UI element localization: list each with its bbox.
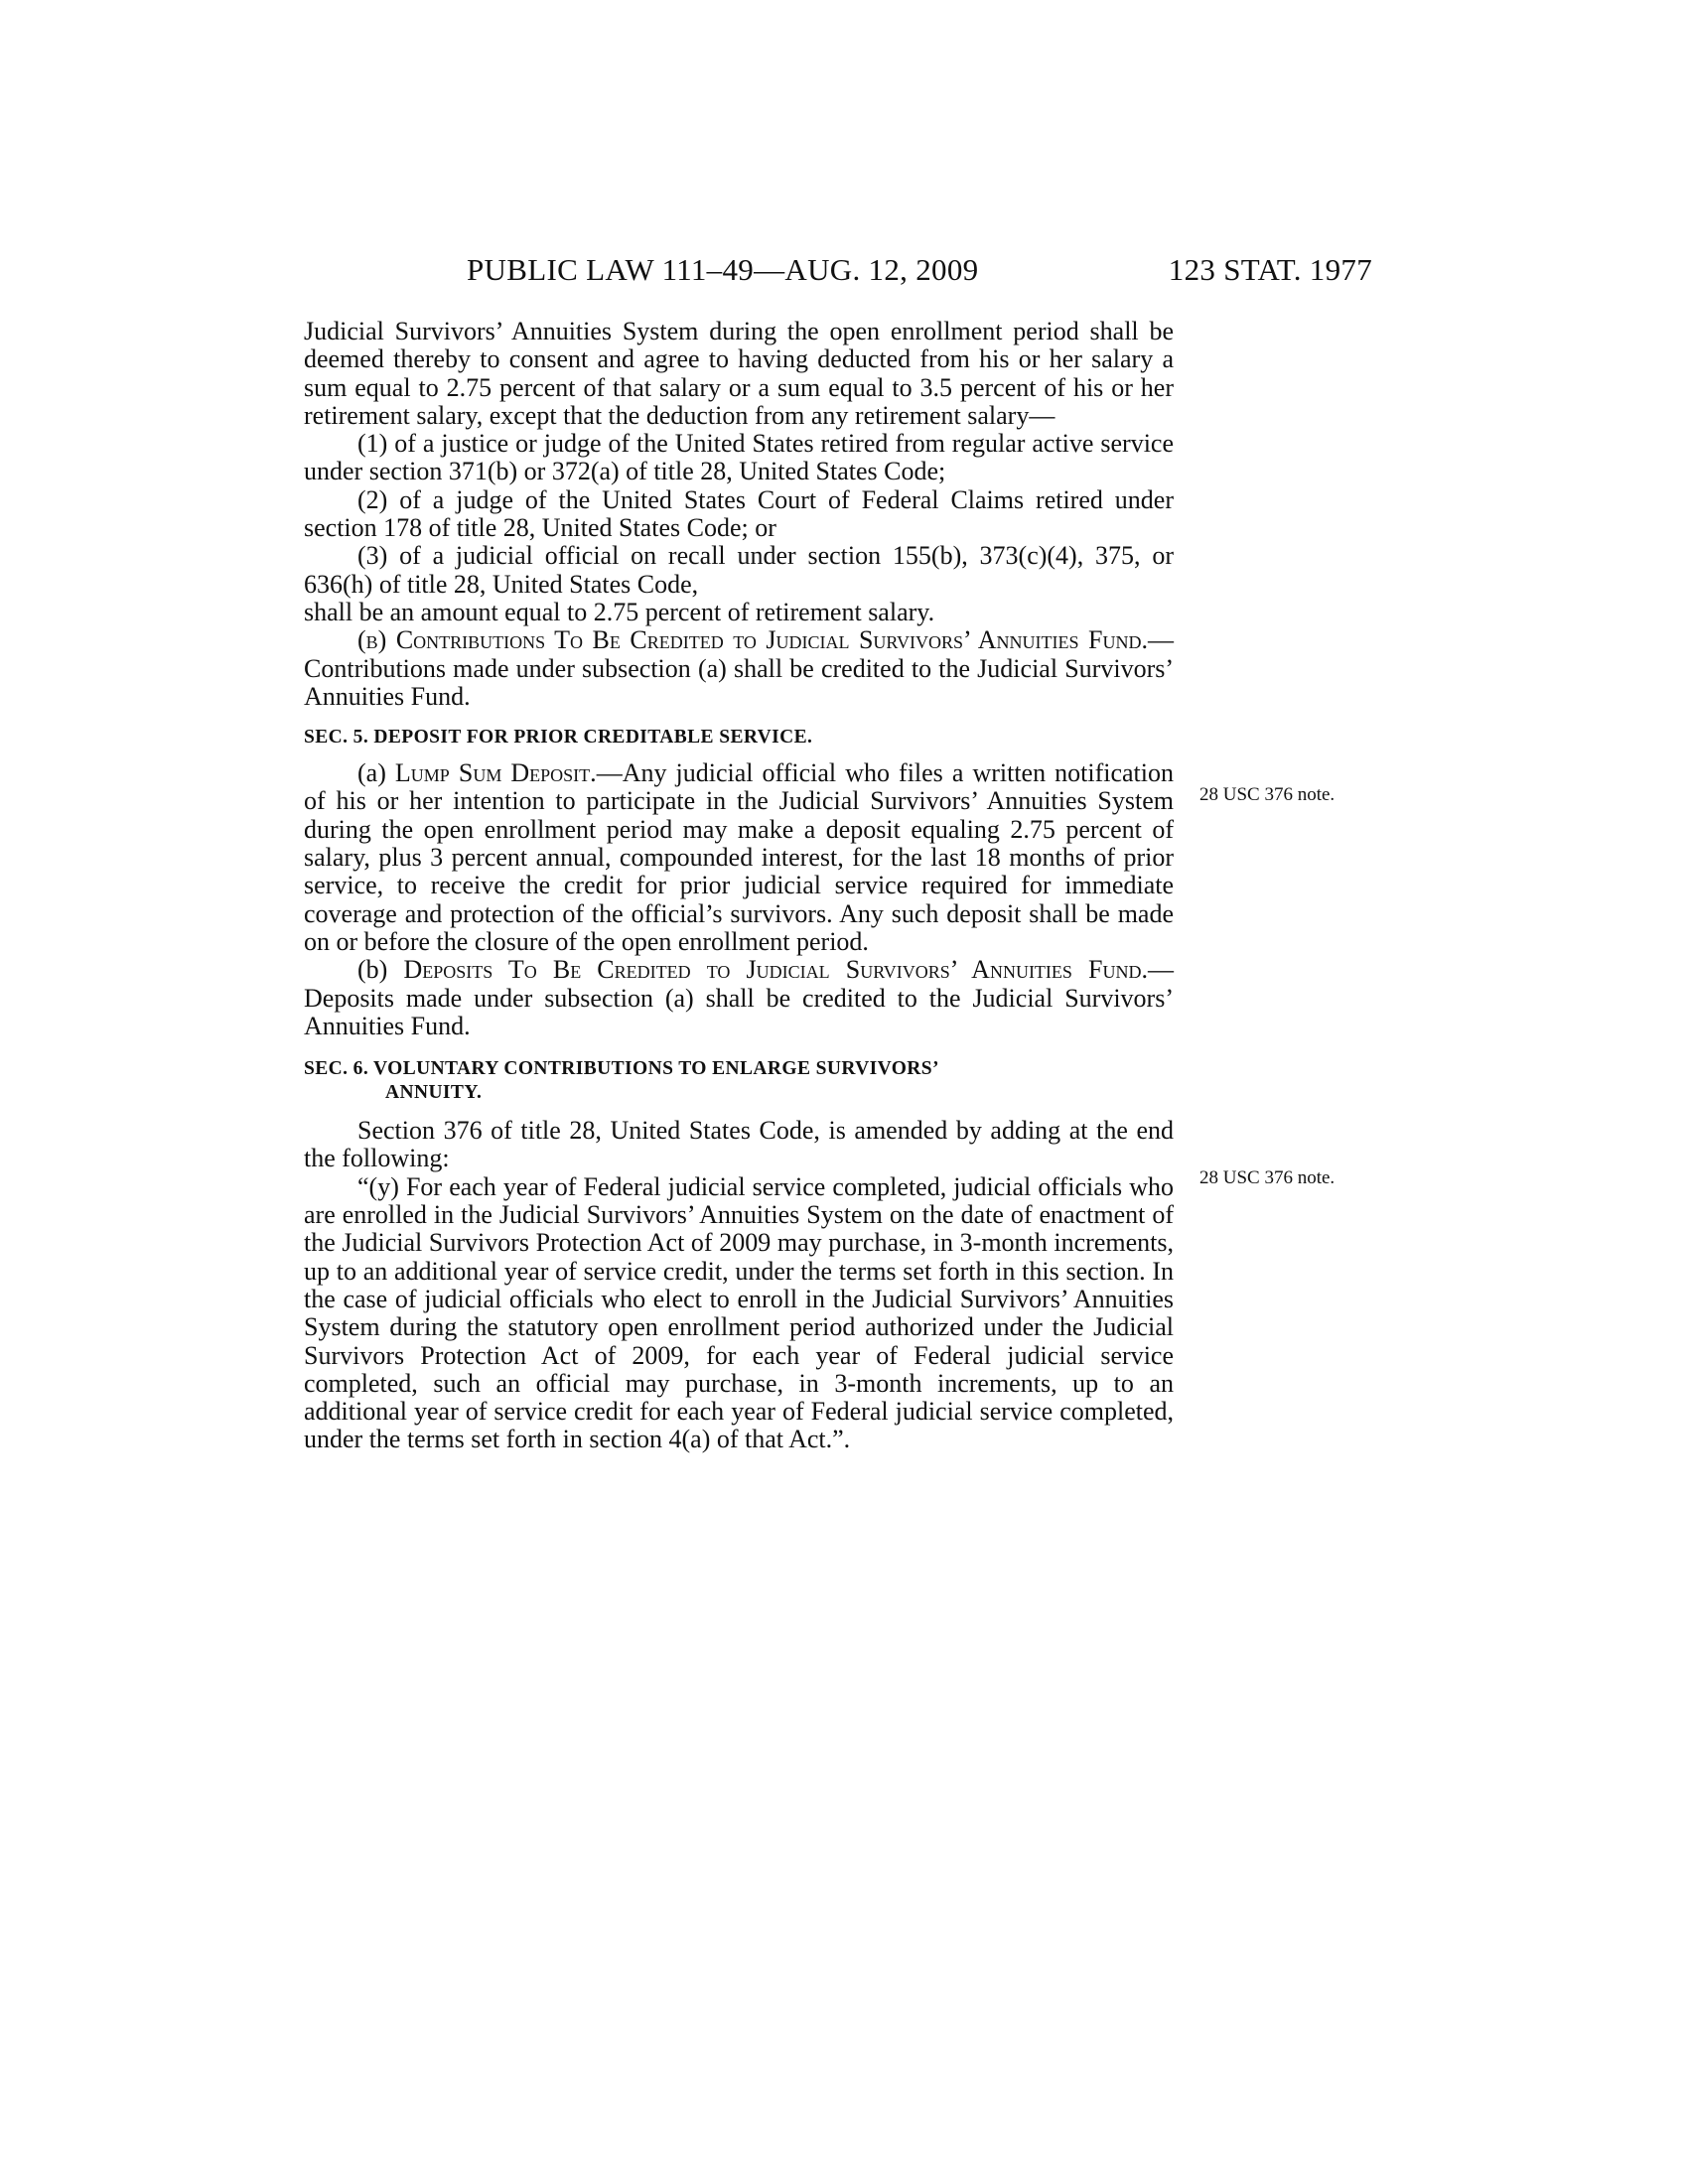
subsection-b-text: —Deposits made under subsection (a) shall be credited to the Judicial Survivors’ Annuities Fund. bbox=[304, 955, 1174, 1040]
section-6-heading-line2: ANNUITY. bbox=[385, 1082, 483, 1104]
section-5-subsection-a bbox=[304, 759, 1174, 956]
subsection-label: (b) bbox=[357, 955, 404, 985]
list-item: (3) of a judicial official on recall under section 155(b), 373(c)(4), 375, or 636(h) of title 28, United States Code, bbox=[304, 541, 1174, 599]
section-5-heading: SEC. 5. DEPOSIT FOR PRIOR CREDITABLE SERVICE. bbox=[304, 727, 813, 749]
subsection-b-text: —Contributions made under subsection (a) shall be credited to the Judicial Survivors’ Annuities Fund. bbox=[304, 625, 1174, 711]
subsection-b-heading: Deposits To Be Credited to Judicial Survivors’ Annuities Fund. bbox=[403, 955, 1148, 985]
document-body bbox=[304, 318, 1174, 1454]
opening-paragraph: Judicial Survivors’ Annuities System during the open enrollment period shall be deemed thereby to consent and agree to having deducted from his or her salary a sum equal to 2.75 percent of that salary or a sum equal to 3.5 percent of his or her retirement salary, except that the deduction from any retirement salary— bbox=[304, 317, 1174, 430]
subsection-b bbox=[304, 626, 1174, 711]
margin-note-sec5: 28 USC 376 note. bbox=[1199, 784, 1336, 805]
section-6-quoted-text: “(y) For each year of Federal judicial service completed, judicial officials who are enrolled in the Judicial Survivors’ Annuities System on the date of enactment of the Judicial Survivors Protection Act of 2009 may purchase, in 3-month increments, up to an additional year of service credit, under the terms set forth in this section. In the case of judicial officials who elect to enroll in the Judicial Survivors’ Annuities System during the statutory open enrollment period authorized under the Judicial Survivors Protection Act of 2009, for each year of Federal judicial service completed, such an official may purchase, in 3-month increments, up to an additional year of service credit for each year of Federal judicial service completed, under the terms set forth in section 4(a) of that Act.”. bbox=[304, 1171, 1174, 1454]
section-6-intro: Section 376 of title 28, United States Code, is amended by adding at the end the following: bbox=[304, 1116, 1174, 1173]
page-title: PUBLIC LAW 111–49—AUG. 12, 2009 bbox=[467, 252, 979, 287]
section-6-heading-line1: SEC. 6. VOLUNTARY CONTRIBUTIONS TO ENLARGE SURVIVORS’ bbox=[304, 1058, 939, 1080]
list-item: (2) of a judge of the United States Court of Federal Claims retired under section 178 of title 28, United States Code; or bbox=[304, 484, 1174, 543]
subsection-label: (a) bbox=[357, 758, 395, 788]
closing-line: shall be an amount equal to 2.75 percent of retirement salary. bbox=[304, 597, 935, 626]
section-6-heading bbox=[304, 1057, 1174, 1105]
statute-page-number: 123 STAT. 1977 bbox=[1168, 252, 1372, 287]
margin-note-sec6: 28 USC 376 note. bbox=[1199, 1167, 1336, 1188]
subsection-a-text: —Any judicial official who files a written notification of his or her intention to participate in the Judicial Survivors’ Annuities System during the open enrollment period may make a deposit equaling 2.75 percent of salary, plus 3 percent annual, compounded interest, for the last 18 months of prior service, to receive the credit for prior judicial service required for immediate coverage and protection of the official’s survivors. Any such deposit shall be made on or before the closure of the open enrollment period. bbox=[304, 758, 1175, 956]
running-head bbox=[467, 252, 1372, 292]
section-5-subsection-b bbox=[304, 956, 1174, 1040]
list-item: (1) of a justice or judge of the United States retired from regular active service under section 371(b) or 372(a) of title 28, United States Code; bbox=[304, 429, 1174, 486]
subsection-b-heading: (b) Contributions To Be Credited to Judicial Survivors’ Annuities Fund. bbox=[357, 625, 1148, 655]
subsection-a-heading: Lump Sum Deposit. bbox=[394, 758, 597, 788]
